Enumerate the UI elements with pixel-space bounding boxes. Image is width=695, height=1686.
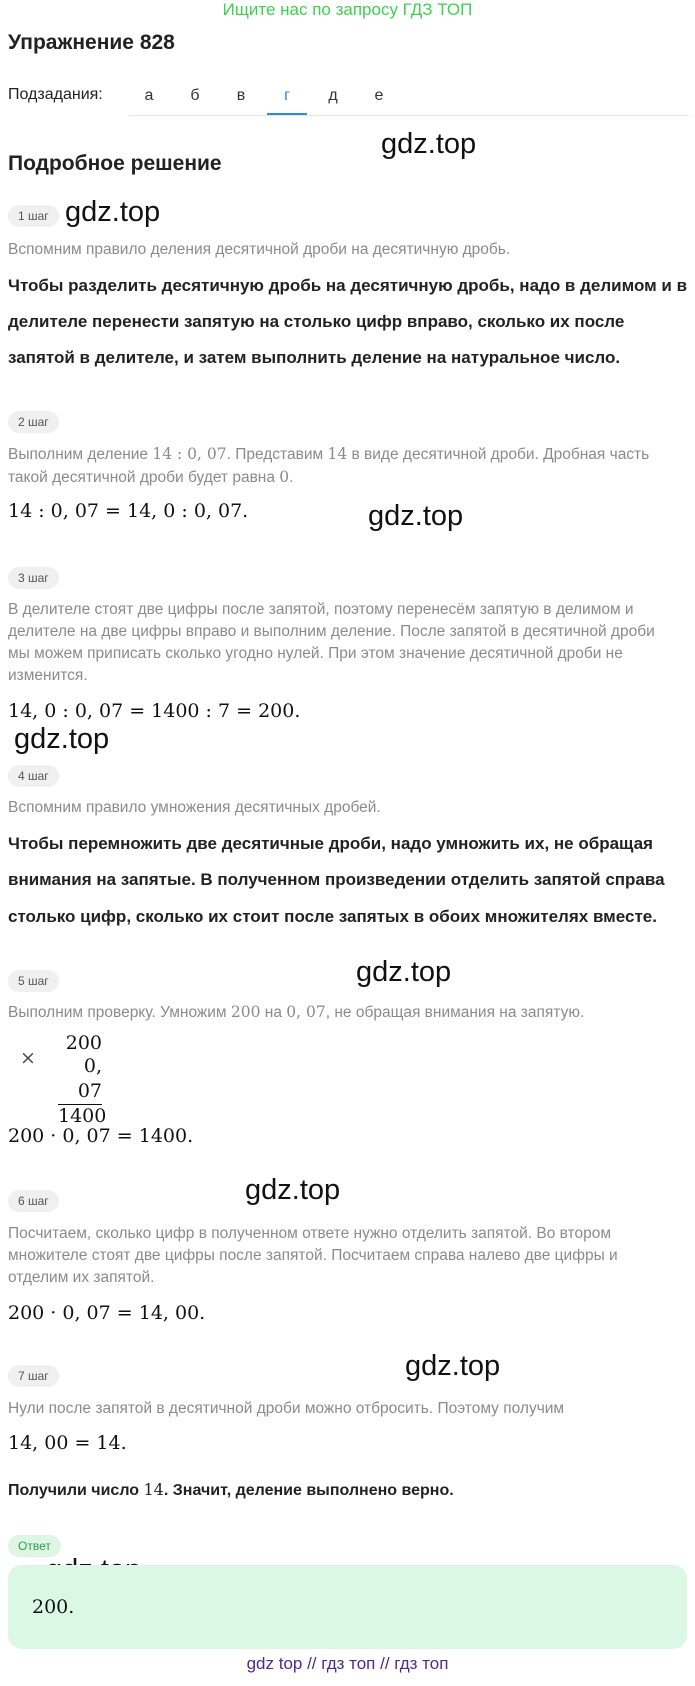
tab-v[interactable]: в [236,87,246,104]
rule-line: внимания на запятые. В полученном произведении отделить запятой справа [8,870,665,889]
watermark: gdz.top [14,723,110,755]
multiplier: 0, 07 [58,1054,102,1105]
rule-line: Чтобы перемножить две десятичные дроби, надо умножить их, не обращая [8,834,653,853]
subtasks-label: Подзадания: [8,86,103,103]
watermark: gdz.top [368,500,464,532]
watermark: gdz.top [245,1174,341,1206]
step-note: Вспомним правило умножения десятичных дробей. [8,799,381,816]
tab-d[interactable]: д [328,87,338,104]
conclusion: Получили число 14. Значит, деление выполнено верно. [8,1480,454,1499]
rule-line: столько цифр, сколько их стоит после запятых в обоих множителях вместе. [8,907,657,926]
multiplicand: 200 [65,1032,102,1054]
multiply-sign: × [20,1047,36,1069]
tab-g[interactable]: г [267,78,307,115]
step-text: Выполним деление 14 : 0, 07. Представим 14 в виде десятичной дроби. Дробная часть [8,445,650,463]
footer-links[interactable]: gdz top // гдз топ // гдз топ [246,1654,449,1673]
subtask-tabs [129,78,689,116]
step-note: Вспомним правило деления десятичной дроби на десятичную дробь. [8,241,511,258]
step-text: отделим их запятой. [8,1269,155,1286]
tab-a[interactable]: а [144,87,154,104]
top-banner[interactable]: Ищите нас по запросу ГДЗ ТОП [222,0,473,19]
step-badge: 3 шаг [8,567,59,589]
step-badge: 5 шаг [8,970,59,992]
rule-line: делителе перенести запятую на столько цифр вправо, сколько их после [8,312,625,331]
formula: 14, 00 = 14. [8,1432,127,1454]
step-badge: 2 шаг [8,411,59,433]
formula: 14, 0 : 0, 07 = 1400 : 7 = 200. [8,700,301,722]
product: 1400 [58,1105,107,1127]
watermark: gdz.top [405,1350,501,1382]
watermark: gdz.top [65,196,161,228]
answer-box [8,1565,687,1649]
step-text: множителе стоят две цифры после запятой. Посчитаем справа налево две цифры и [8,1247,618,1264]
step-text: мы можем приписать сколько угодно нулей. При этом значение десятичной дроби не [8,645,623,662]
watermark: gdz.top [381,128,477,160]
step-text: изменится. [8,667,88,684]
tab-e[interactable]: е [374,87,384,104]
step-note: Нули после запятой в десятичной дроби можно отбросить. Поэтому получим [8,1400,565,1417]
step-text: Посчитаем, сколько цифр в полученном ответе нужно отделить запятой. Во втором [8,1225,611,1242]
watermark: gdz.top [356,956,452,988]
rule-line: Чтобы разделить десятичную дробь на десятичную дробь, надо в делимом и в [8,276,688,295]
answer-value: 200. [32,1596,75,1618]
step-text: делителе на две цифры вправо и выполним деление. После запятой в десятичной дроби [8,623,655,640]
step-badge: 1 шаг [8,205,59,227]
tab-b[interactable]: б [190,87,200,104]
page-title: Упражнение 828 [8,31,175,54]
formula: 200 · 0, 07 = 1400. [8,1125,194,1147]
answer-badge: Ответ [8,1535,61,1557]
step-badge: 7 шаг [8,1365,59,1387]
step-text: Выполним проверку. Умножим 200 на 0, 07, не обращая внимания на запятую. [8,1003,585,1021]
section-title: Подробное решение [8,152,222,175]
column-multiplication [58,1032,107,1127]
step-text: такой десятичной дроби будет равна 0. [8,468,294,486]
step-badge: 4 шаг [8,765,59,787]
formula: 200 · 0, 07 = 14, 00. [8,1302,206,1324]
step-text: В делителе стоят две цифры после запятой, поэтому перенесём запятую в делимом и [8,601,634,618]
step-badge: 6 шаг [8,1190,59,1212]
formula: 14 : 0, 07 = 14, 0 : 0, 07. [8,500,249,522]
rule-line: запятой в делителе, и затем выполнить деление на натуральное число. [8,348,621,367]
